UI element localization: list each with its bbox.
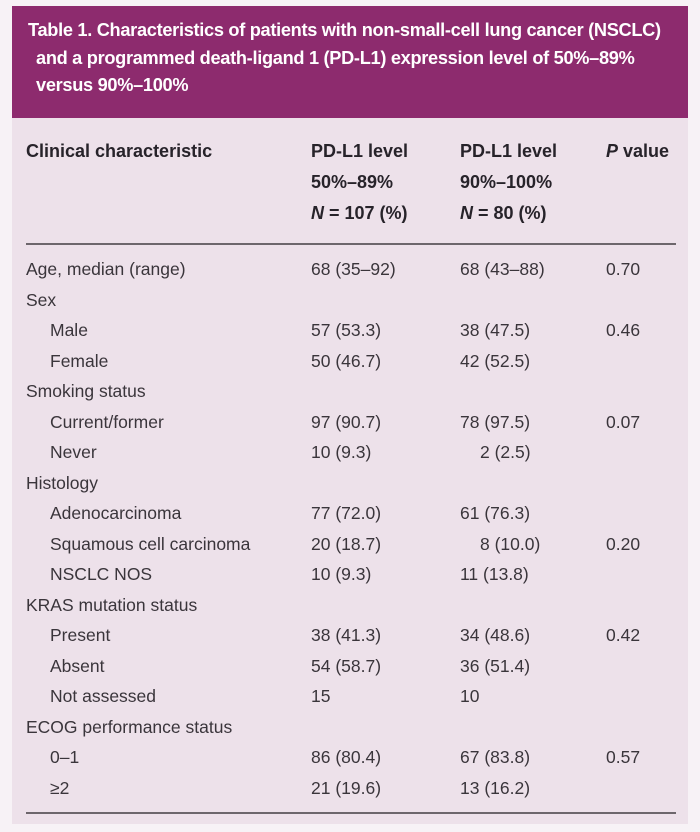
row-label: Male: [50, 320, 88, 340]
row-value-90-100: 34 (48.6): [460, 625, 531, 645]
row-label: Never: [50, 442, 97, 462]
row-label: ECOG performance status: [26, 716, 233, 737]
row-label: Current/former: [50, 411, 164, 432]
row-label: KRAS mutation status: [26, 594, 198, 615]
row-value-50-89: 77 (72.0): [311, 503, 382, 523]
row-label: Female: [50, 350, 109, 371]
row-value-50-89: 57 (53.3): [311, 320, 382, 340]
row-value-90-100: 38 (47.5): [460, 320, 531, 340]
row-value-50-89: 15: [311, 686, 331, 706]
row-value-90-100: 36 (51.4): [460, 655, 531, 676]
row-value-90-100: 10: [460, 686, 480, 706]
row-value-90-100: 68 (43–88): [460, 259, 545, 279]
row-value-90-100: 13 (16.2): [460, 777, 531, 798]
table-row: [12, 681, 688, 711]
header-clinical-characteristic: Clinical characteristic: [26, 141, 213, 161]
header-pdl1-90-100: PD-L1 level 90%–100% N = 80 (%): [460, 141, 558, 223]
row-p-value: 0.46: [606, 320, 641, 340]
row-value-90-100: 67 (83.8): [460, 747, 531, 767]
table-row: [12, 346, 688, 376]
row-label: Histology: [26, 472, 98, 493]
table-row: [12, 620, 688, 650]
row-label: Sex: [26, 289, 57, 310]
row-value-90-100: 11 (13.8): [460, 564, 529, 584]
table-title: [12, 6, 688, 118]
table-row: [12, 407, 688, 437]
table-card: [12, 6, 688, 824]
header-pdl1-50-89: PD-L1 level 50%–89% N = 107 (%): [311, 141, 409, 223]
row-value-50-89: 86 (80.4): [311, 747, 382, 767]
row-p-value: 0.07: [606, 411, 641, 432]
table-row: [12, 468, 688, 498]
table-title-line-2: and a programmed death-ligand 1 (PD-L1) expression level of 50%–89%: [36, 47, 635, 68]
row-label: 0–1: [50, 747, 80, 767]
row-value-90-100: 61 (76.3): [460, 503, 531, 523]
row-value-90-100: 42 (52.5): [460, 350, 531, 371]
row-p-value: 0.42: [606, 625, 641, 645]
p-symbol: P: [606, 141, 619, 161]
table-row: [12, 254, 688, 284]
row-label: ≥2: [50, 777, 70, 798]
table-row: [12, 315, 688, 345]
header-p-value: P value: [606, 141, 670, 161]
table-row: [12, 529, 688, 559]
table-row: [12, 376, 688, 406]
row-label: Adenocarcinoma: [50, 503, 182, 523]
row-value-50-89: 97 (90.7): [311, 411, 382, 432]
table-row: [12, 742, 688, 772]
row-label: Smoking status: [26, 381, 146, 401]
row-p-value: 0.70: [606, 259, 641, 279]
row-value-90-100: 8 (10.0): [480, 533, 541, 554]
table-row: [12, 590, 688, 620]
row-value-50-89: 10 (9.3): [311, 442, 372, 462]
table-row: [12, 498, 688, 528]
header-divider: [26, 243, 676, 245]
table-title-line-1: Table 1. Characteristics of patients with non-small-cell lung cancer (NSCLC): [28, 20, 661, 40]
row-label: Absent: [50, 655, 105, 676]
table-row: [12, 559, 688, 589]
table-row: [12, 437, 688, 467]
table-row: [12, 285, 688, 315]
n-symbol: N: [311, 203, 324, 223]
row-p-value: 0.57: [606, 747, 641, 767]
row-label: Age, median (range): [26, 259, 186, 279]
row-label: Squamous cell carcinoma: [50, 533, 251, 554]
row-value-90-100: 2 (2.5): [480, 442, 531, 462]
row-label: NSCLC NOS: [50, 564, 153, 584]
row-value-50-89: 38 (41.3): [311, 625, 382, 645]
table-row: [12, 773, 688, 803]
table-bottom-rule: [26, 812, 676, 814]
row-value-50-89: 68 (35–92): [311, 259, 396, 279]
table-row: [12, 651, 688, 681]
row-value-50-89: 20 (18.7): [311, 533, 382, 554]
table-row: [12, 712, 688, 742]
n-symbol: N: [460, 203, 473, 223]
table-title-line-3: versus 90%–100%: [36, 75, 189, 95]
row-p-value: 0.20: [606, 533, 641, 554]
row-value-50-89: 10 (9.3): [311, 564, 372, 584]
table-header: [12, 118, 688, 244]
row-label: Not assessed: [50, 686, 157, 706]
row-value-50-89: 50 (46.7): [311, 350, 382, 371]
row-value-90-100: 78 (97.5): [460, 411, 531, 432]
row-value-50-89: 21 (19.6): [311, 777, 382, 798]
row-value-50-89: 54 (58.7): [311, 655, 382, 676]
row-label: Present: [50, 625, 111, 645]
